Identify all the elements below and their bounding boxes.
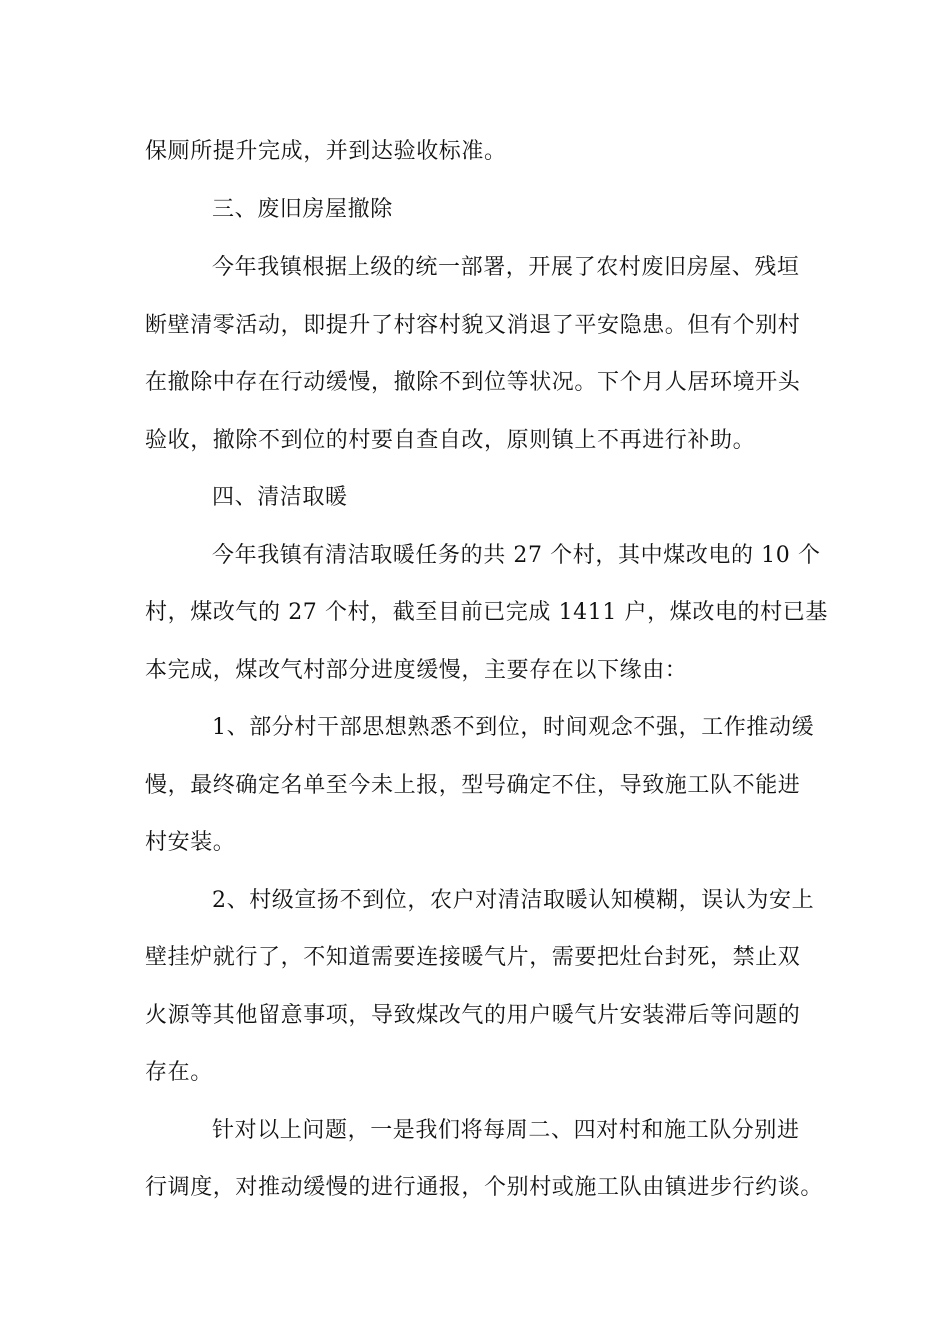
paragraph-line: 村安装。 xyxy=(145,830,236,855)
paragraph-line: 2、村级宣扬不到位，农户对清洁取暖认知模糊，误认为安上 xyxy=(212,888,815,913)
paragraph-line: 在撤除中存在行动缓慢，撤除不到位等状况。下个月人居环境开头 xyxy=(145,370,801,395)
paragraph-line: 本完成，煤改气村部分进度缓慢，主要存在以下缘由： xyxy=(145,658,688,683)
paragraph-line: 村，煤改气的 27 个村，截至目前已完成 1411 户，煤改电的村已基 xyxy=(145,600,828,625)
section-heading: 四、清洁取暖 xyxy=(212,485,348,510)
paragraph-line: 火源等其他留意事项，导致煤改气的用户暖气片安装滞后等问题的 xyxy=(145,1003,801,1028)
paragraph-line: 行调度，对推动缓慢的进行通报，个别村或施工队由镇进步行约谈。 xyxy=(145,1175,824,1200)
paragraph-line: 保厕所提升完成，并到达验收标准。 xyxy=(145,139,507,164)
section-heading: 三、废旧房屋撤除 xyxy=(212,197,393,222)
paragraph-line: 存在。 xyxy=(145,1060,213,1085)
paragraph-line: 1、部分村干部思想熟悉不到位，时间观念不强，工作推动缓 xyxy=(212,715,815,740)
paragraph-line: 验收，撤除不到位的村要自查自改，原则镇上不再进行补助。 xyxy=(145,428,756,453)
paragraph-line: 慢，最终确定名单至今未上报，型号确定不住，导致施工队不能进 xyxy=(145,773,801,798)
paragraph-line: 今年我镇有清洁取暖任务的共 27 个村，其中煤改电的 10 个 xyxy=(212,543,821,568)
paragraph-line: 断壁清零活动，即提升了村容村貌又消退了平安隐患。但有个别村 xyxy=(145,313,801,338)
paragraph-line: 今年我镇根据上级的统一部署，开展了农村废旧房屋、残垣 xyxy=(212,255,800,280)
paragraph-line: 壁挂炉就行了，不知道需要连接暖气片，需要把灶台封死，禁止双 xyxy=(145,945,801,970)
paragraph-line: 针对以上问题，一是我们将每周二、四对村和施工队分别进 xyxy=(212,1118,800,1143)
